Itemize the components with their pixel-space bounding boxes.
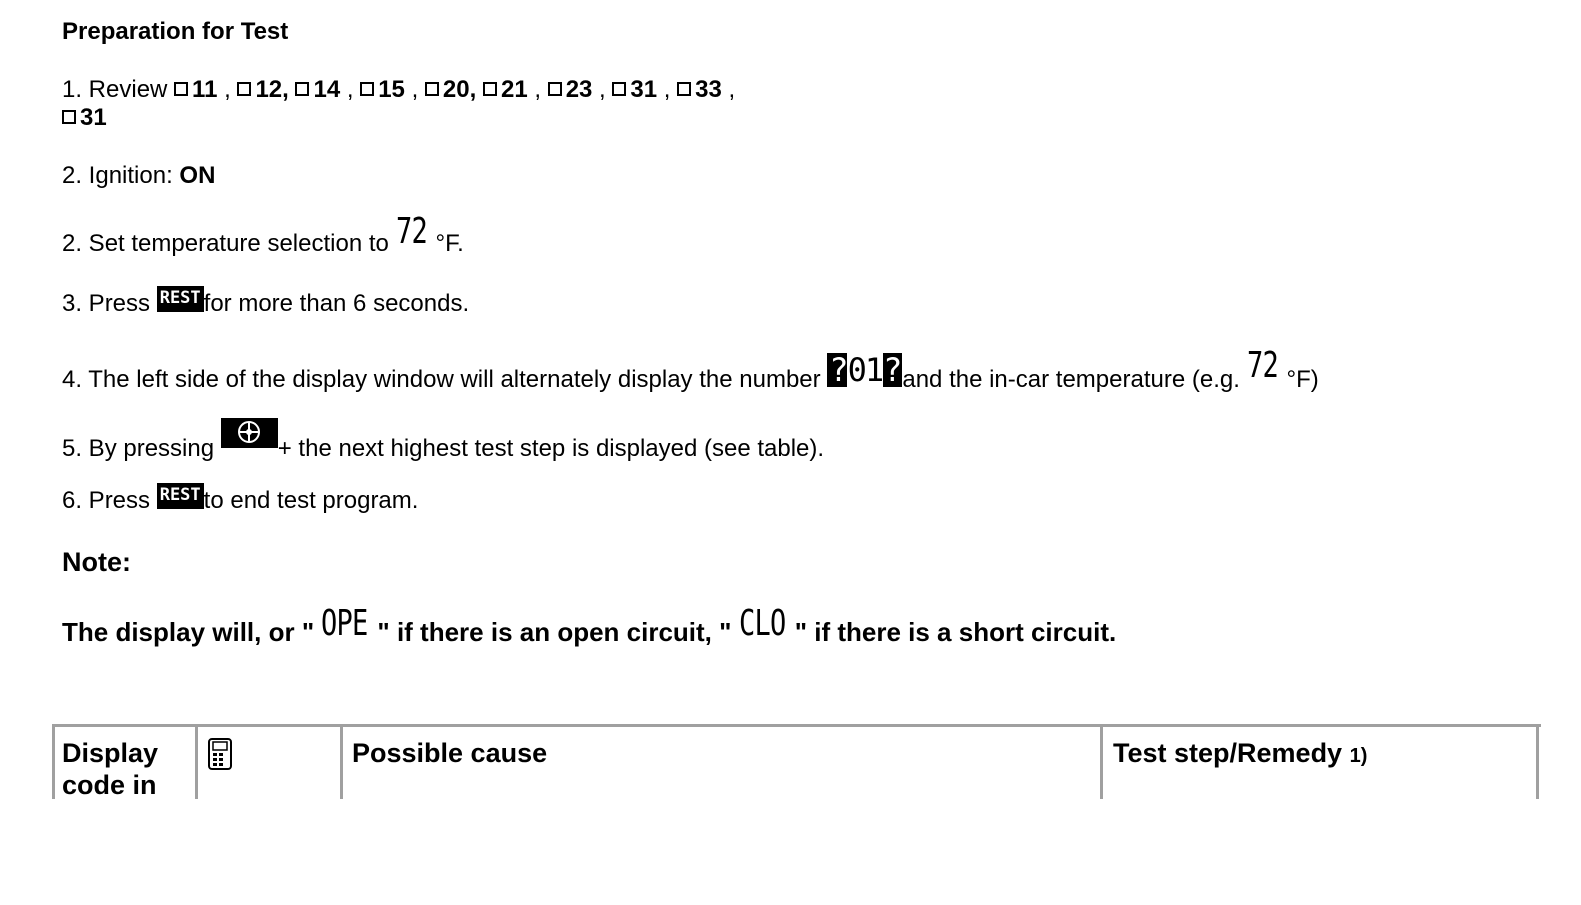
col-divider-4 xyxy=(1100,727,1103,799)
lcd-open-circuit: OPE xyxy=(321,603,368,644)
step-end-prefix: 6. Press xyxy=(62,487,157,514)
checkbox-icon xyxy=(548,82,562,96)
review-ref-separator: , xyxy=(340,76,361,103)
step-review-prefix: 1. Review xyxy=(62,76,168,103)
note-title: Note: xyxy=(62,547,131,577)
page-heading: Preparation for Test xyxy=(62,18,289,45)
review-ref: 12, xyxy=(255,76,289,103)
note-part3: " if there is a short circuit. xyxy=(794,617,1117,647)
display-code-right: ? xyxy=(883,351,901,389)
review-refs xyxy=(174,76,735,103)
step-ignition-prefix: 2. Ignition: xyxy=(62,162,180,189)
test-table-header xyxy=(52,724,1541,800)
display-code-left: ? xyxy=(829,351,847,389)
lcd-short-circuit: CLO xyxy=(738,603,786,644)
note-text xyxy=(62,603,1117,648)
ignition-value: ON xyxy=(179,162,216,189)
display-code-mid: 01 xyxy=(847,351,883,389)
step-temp-prefix: 2. Set temperature selection to xyxy=(62,230,396,257)
checkbox-icon xyxy=(677,82,691,96)
rest-button-icon: REST xyxy=(157,286,204,312)
th-test-step xyxy=(1113,737,1367,772)
step-display-prefix: 4. The left side of the display window will alternately display the number xyxy=(62,366,828,393)
review-ref: 21 xyxy=(500,76,528,103)
th-display-code-line2: code in xyxy=(62,770,157,800)
step-review xyxy=(62,76,735,104)
step-end-suffix: to end test program. xyxy=(203,487,419,514)
review-ref-last: 31 xyxy=(80,104,107,131)
step-press-prefix: 3. Press xyxy=(62,290,157,317)
review-ref-separator xyxy=(476,76,483,103)
step-display-alternate xyxy=(62,345,1319,394)
col-divider-2 xyxy=(195,727,198,799)
th-display-code-line1: Display xyxy=(62,738,159,768)
th-display-code xyxy=(62,737,158,801)
review-ref-separator: , xyxy=(721,76,736,103)
review-ref-separator: , xyxy=(404,76,425,103)
checkbox-icon xyxy=(425,82,439,96)
checkbox-icon xyxy=(62,110,76,124)
step-pressing-prefix: 5. By pressing xyxy=(62,435,221,462)
th-test-step-label: Test step/Remedy xyxy=(1113,738,1350,768)
checkbox-icon xyxy=(612,82,626,96)
note-part2: " if there is an open circuit, " xyxy=(377,617,739,647)
review-ref: 33 xyxy=(695,76,722,103)
step-press-suffix: for more than 6 seconds. xyxy=(203,290,470,317)
step-display-middle: and the in-car temperature (e.g. xyxy=(902,366,1247,393)
col-divider-5 xyxy=(1536,727,1539,799)
checkbox-icon xyxy=(483,82,497,96)
step-temp-suffix: °F. xyxy=(435,230,464,257)
review-ref-separator: , xyxy=(527,76,548,103)
th-control-unit-icon xyxy=(207,737,233,778)
checkbox-icon xyxy=(174,82,188,96)
step-display-suffix: °F) xyxy=(1286,366,1319,393)
step-end-program xyxy=(62,483,418,515)
rest-button-icon-end: REST xyxy=(157,483,204,509)
step-by-pressing xyxy=(62,418,824,463)
fan-button-icon xyxy=(221,418,278,448)
review-ref-separator xyxy=(289,76,296,103)
review-ref: 23 xyxy=(565,76,593,103)
lcd-temperature-72: 72 xyxy=(395,211,427,252)
review-ref: 11 xyxy=(192,76,218,103)
checkbox-icon xyxy=(360,82,374,96)
col-divider-3 xyxy=(340,727,343,799)
step-pressing-suffix: + the next highest test step is displayed (see table). xyxy=(277,435,825,462)
review-ref: 15 xyxy=(378,76,405,103)
col-divider-1 xyxy=(52,727,55,799)
th-possible-cause: Possible cause xyxy=(352,738,548,768)
step-review-last xyxy=(62,104,107,132)
review-ref: 20, xyxy=(442,76,477,103)
checkbox-icon xyxy=(237,82,251,96)
th-test-step-footnote: 1) xyxy=(1349,745,1368,767)
review-ref: 14 xyxy=(313,76,341,103)
lcd-incar-temperature-72: 72 xyxy=(1246,345,1278,386)
step-ignition xyxy=(62,162,215,190)
step-set-temperature xyxy=(62,211,464,258)
step-press-rest xyxy=(62,286,469,318)
note-part1: The display will, or " xyxy=(62,617,322,647)
checkbox-icon xyxy=(295,82,309,96)
control-unit-icon xyxy=(207,737,233,771)
review-ref-separator: , xyxy=(592,76,613,103)
review-ref: 31 xyxy=(630,76,658,103)
display-code-icon xyxy=(827,353,902,387)
review-ref-separator: , xyxy=(657,76,678,103)
review-ref-separator: , xyxy=(217,76,238,103)
